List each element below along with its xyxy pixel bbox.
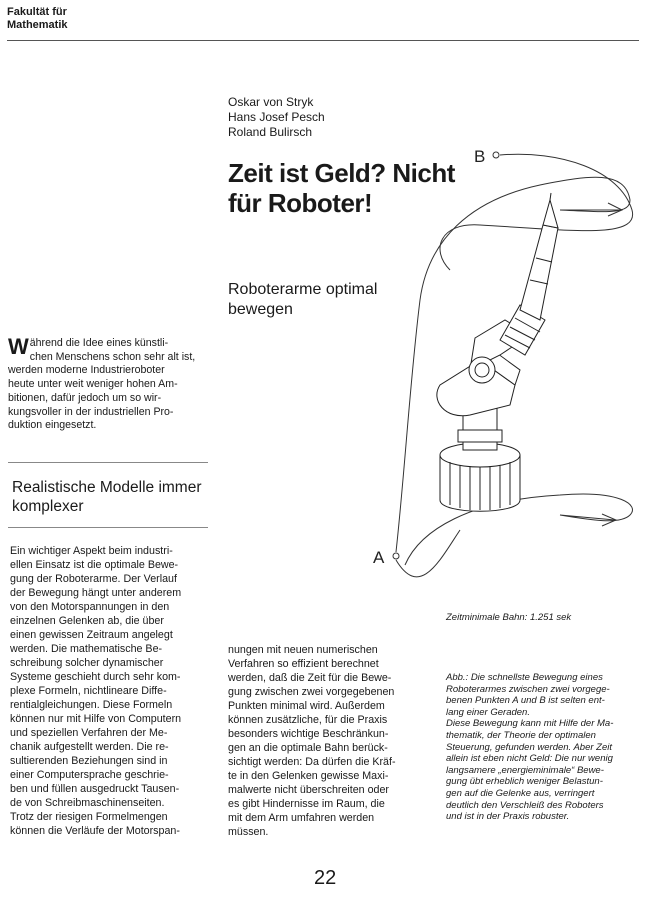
section-divider-top <box>8 462 208 463</box>
caption-line: Steuerung, gefunden werden. Aber Zeit <box>446 741 613 753</box>
figure-time-caption: Zeitminimale Bahn: 1.251 sek <box>446 612 572 623</box>
caption-line: Abb.: Die schnellste Bewegung eines <box>446 672 603 683</box>
caption-line: deutlich den Verschleiß des Roboters <box>446 799 604 811</box>
caption-line: und ist in der Praxis robuster. <box>446 811 570 823</box>
body-line: te in den Gelenken gewisse Maxi- <box>228 770 389 782</box>
faculty-label: Fakultät für Mathematik <box>7 6 68 31</box>
trajectory-loop-lower <box>405 494 632 565</box>
body-line: sultierenden Beziehungen sind in <box>10 755 168 767</box>
body-line: werden. Die mathematische Be- <box>10 643 163 655</box>
body-line: können die Verläufe der Motorspan- <box>10 825 180 837</box>
body-line: müssen. <box>228 826 269 838</box>
body-line: sichtigt werden: Da dürfen die Kräf- <box>228 756 396 768</box>
section-heading: Realistische Modelle immer komplexer <box>12 479 202 515</box>
intro-line: ährend die Idee eines künstli- <box>29 337 169 349</box>
body-line: schreibung solcher dynamischer <box>10 657 164 669</box>
author-name: Hans Josef Pesch <box>228 110 325 124</box>
caption-line: gen auf die Gelenke aus, verringert <box>446 787 595 799</box>
intro-line: kungsvoller in der industriellen Pro- <box>8 405 174 418</box>
intro-line: werden moderne Industrieroboter <box>8 364 165 377</box>
body-line: Verfahren so effizient berechnet <box>228 658 379 670</box>
article-subtitle: Roboterarme optimal bewegen <box>228 281 378 318</box>
robot-gripper <box>543 193 558 228</box>
body-line: plexe Formeln, nichtlineare Diffe- <box>10 685 167 697</box>
page-number: 22 <box>314 867 337 889</box>
body-line: de von Schreibmaschinenseiten. <box>10 797 165 809</box>
section-divider-bottom <box>8 527 208 528</box>
caption-line: langsamere „energieminimale“ Bewe- <box>446 764 604 776</box>
body-line: ben und füllen ausgedruckt Tausen- <box>10 783 180 795</box>
drop-cap: W <box>8 334 29 359</box>
body-line: ellen Einsatz ist die optimale Bewe- <box>10 559 179 571</box>
point-b-label: B <box>474 147 486 166</box>
body-line: können zusätzliche, für die Praxis <box>228 714 388 726</box>
point-b-marker <box>493 152 499 158</box>
body-line: rentialgleichungen. Diese Formeln <box>10 699 173 711</box>
body-line: einzelnen Gelenken ab, die über <box>10 615 164 627</box>
body-line: von den Motorspannungen in den <box>10 601 170 613</box>
body-line: gung der Roboterarme. Der Verlauf <box>10 573 177 585</box>
body-line: Ein wichtiger Aspekt beim industri- <box>10 545 173 557</box>
caption-line: Roboterarmes zwischen zwei vorgege- <box>446 683 610 695</box>
point-a-marker <box>393 553 399 559</box>
caption-line: gung übt erheblich weniger Belastun- <box>446 776 603 788</box>
caption-line: Diese Bewegung kann mit Hilfe der Ma- <box>446 718 614 730</box>
robot-arm-figure <box>360 135 650 610</box>
body-line: der Bewegung hängt unter anderem <box>10 587 182 599</box>
body-line: malwerte nicht überschreiten oder <box>228 784 389 796</box>
body-line: mit dem Arm umfahren werden <box>228 812 375 824</box>
caption-line: allein ist eben nicht Geld: Die nur wenig <box>446 753 613 765</box>
author-name: Roland Bulirsch <box>228 125 313 139</box>
caption-line: thematik, der Theorie der optimalen <box>446 729 596 741</box>
caption-line: benen Punkten A und B ist selten ent- <box>446 695 605 707</box>
body-line: werden, daß die Zeit für die Bewe- <box>228 672 392 684</box>
intro-line: chen Menschens schon sehr alt ist, <box>29 350 196 363</box>
caption-line: lang einer Geraden. <box>446 706 530 718</box>
article-title: Zeit ist Geld? Nicht für Roboter! <box>228 158 455 218</box>
robot-forearm <box>520 225 558 320</box>
body-line: Systeme geschieht durch sehr kom- <box>10 671 181 683</box>
body-line: es gibt Hindernisse im Raum, die <box>228 798 385 810</box>
body-column-1 <box>10 544 212 838</box>
intro-paragraph <box>8 334 208 433</box>
body-line: nungen mit neuen numerischen <box>228 644 378 656</box>
intro-line: duktion eingesetzt. <box>8 419 97 432</box>
intro-line: heute unter weit weniger hohen Am- <box>8 378 178 391</box>
body-line: Punkten minimal wird. Außerdem <box>228 700 385 712</box>
body-line: einer Computersprache geschrie- <box>10 769 169 781</box>
body-line: können nur mit Hilfe von Computern <box>10 713 182 725</box>
figure-caption <box>446 672 646 823</box>
intro-line: bitionen, dafür jedoch um so wir- <box>8 391 162 404</box>
point-a-label: A <box>373 548 385 567</box>
body-line: gen an die optimale Bahn berück- <box>228 742 388 754</box>
body-line: chanik aufgestellt werden. Die re- <box>10 741 169 753</box>
body-line: und speziellen Verfahren der Me- <box>10 727 168 739</box>
robot-base <box>440 443 520 511</box>
body-line: gung zwischen zwei vorgegebenen <box>228 686 395 698</box>
header-divider <box>7 40 639 41</box>
body-line: Trotz der riesigen Formelmengen <box>10 811 168 823</box>
author-list <box>228 95 325 140</box>
author-name: Oskar von Stryk <box>228 95 314 109</box>
body-column-2 <box>228 643 418 839</box>
body-line: einen gewissen Zeitraum angelegt <box>10 629 173 641</box>
trajectory-tail <box>396 530 460 577</box>
body-line: besonders wichtige Beschränkun- <box>228 728 389 740</box>
